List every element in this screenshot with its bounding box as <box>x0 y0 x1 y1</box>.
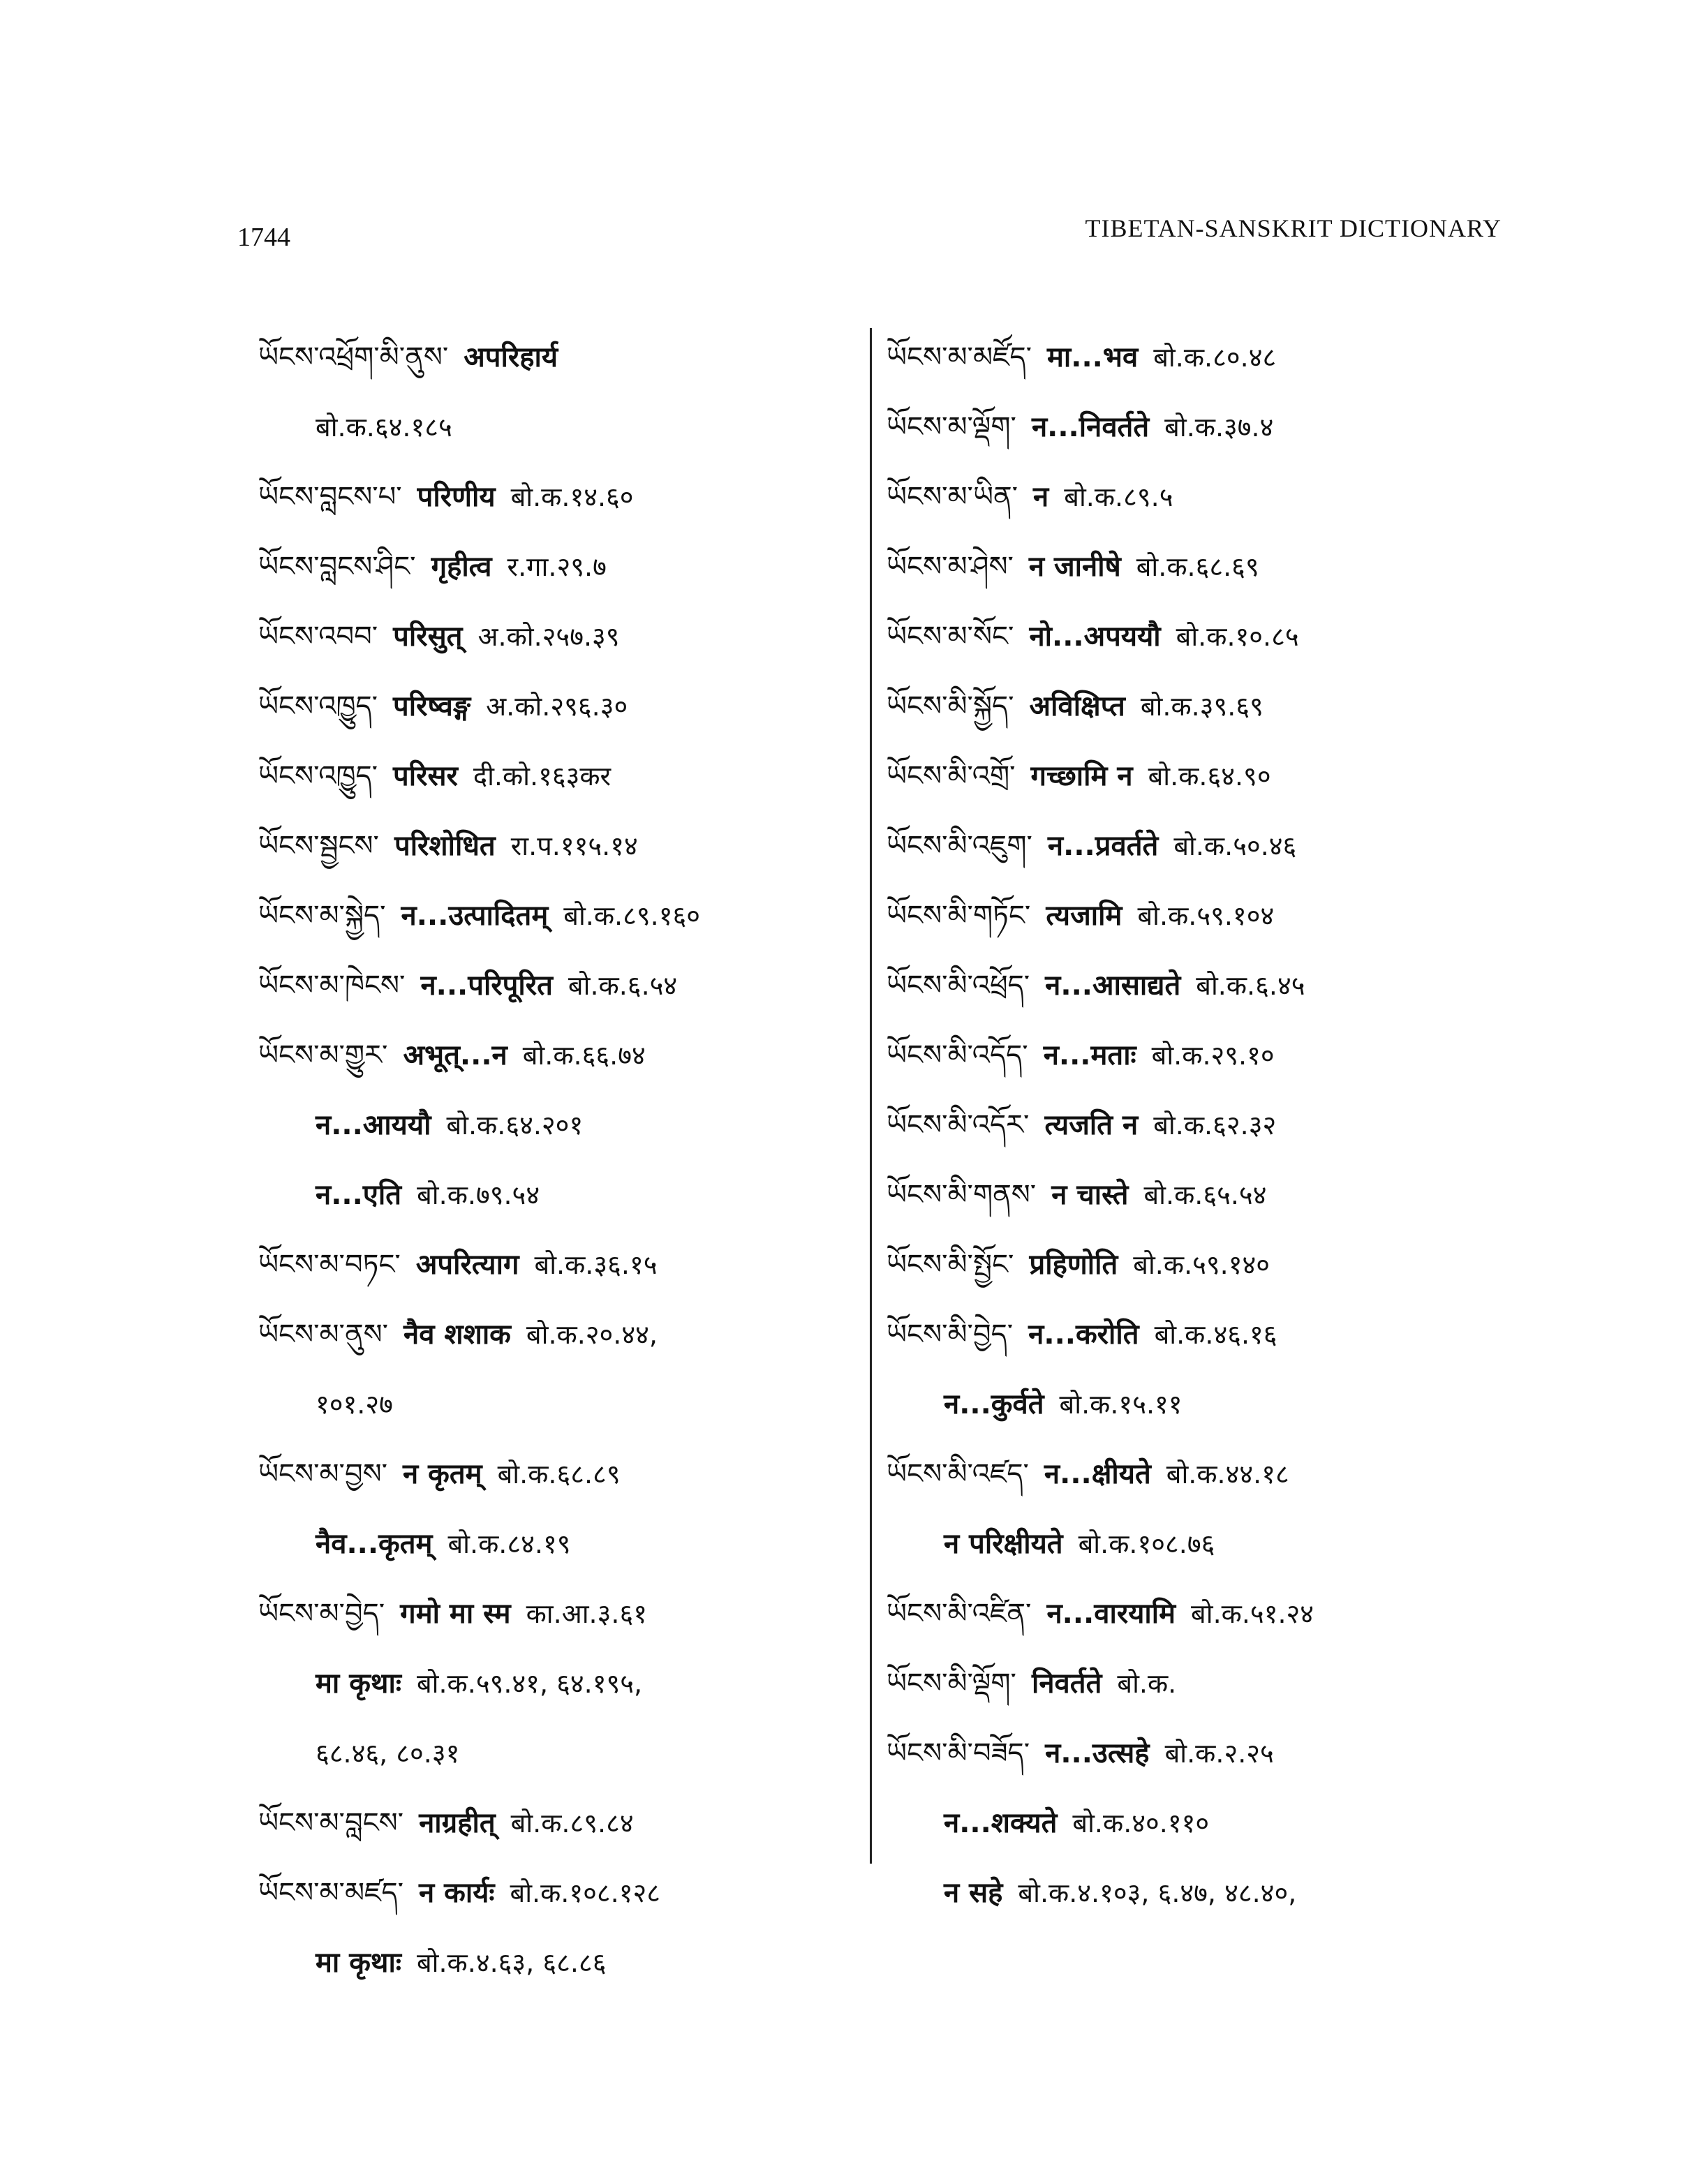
source-reference: बो.क.१०८.७६ <box>1078 1529 1215 1559</box>
dictionary-entry <box>258 1439 852 1509</box>
source-reference: बो.क.५९.४१, ६४.१९५, <box>416 1668 643 1699</box>
dictionary-entry <box>887 811 1515 881</box>
sanskrit-equivalent: न कार्यः <box>419 1877 495 1909</box>
dictionary-entry <box>258 881 852 951</box>
tibetan-headword: ཡོངས་བླངས་པ་ <box>258 481 402 513</box>
source-reference: अ.को.२५७.३९ <box>477 621 620 652</box>
source-reference: बो.क.६६.७४ <box>522 1040 646 1071</box>
entry-continuation <box>258 1090 852 1160</box>
sanskrit-equivalent: नैव शशाक <box>403 1318 511 1351</box>
sanskrit-equivalent: न...आययौ <box>316 1109 431 1141</box>
dictionary-entry <box>887 1230 1515 1300</box>
sanskrit-equivalent: न चास्ते <box>1051 1179 1129 1211</box>
source-reference: बो.क.४४.१८ <box>1166 1459 1289 1490</box>
tibetan-headword: ཡོངས་མ་མཛད་ <box>258 1877 403 1909</box>
tibetan-headword: ཡོངས་མ་བཏང་ <box>258 1249 401 1281</box>
sanskrit-equivalent: गच्छामि न <box>1030 760 1133 792</box>
tibetan-headword: ཡོངས་མི་འཛིན་ <box>887 1598 1032 1630</box>
source-reference: बो.क.६४.१८५ <box>316 412 452 443</box>
source-reference: बो.क.६४.२०१ <box>446 1110 584 1141</box>
sanskrit-equivalent: न...क्षीयते <box>1044 1458 1151 1490</box>
tibetan-headword: ཡོངས་མི་བཟོད་ <box>887 1737 1030 1769</box>
tibetan-headword: ཡོངས་མ་ཤེས་ <box>887 551 1014 583</box>
source-reference: बो.क.२०.४४, <box>526 1319 658 1350</box>
sanskrit-equivalent: न...वारयामि <box>1046 1598 1176 1630</box>
dictionary-entry <box>887 462 1515 532</box>
tibetan-headword: ཡོངས་མི་སྐྱོད་ <box>887 690 1014 722</box>
sanskrit-equivalent: न <box>1033 481 1049 513</box>
sanskrit-equivalent: निवर्तते <box>1031 1667 1102 1700</box>
source-reference: बो.क.५०.४६ <box>1173 831 1297 861</box>
page-number: 1744 <box>237 223 290 252</box>
source-reference: बो.क.५९.१४० <box>1133 1249 1270 1280</box>
sanskrit-equivalent: परिशोधित <box>394 830 496 862</box>
source-reference: बो.क.८०.४८ <box>1153 342 1277 373</box>
dictionary-entry <box>887 602 1515 671</box>
sanskrit-equivalent: परिसर <box>393 760 458 792</box>
source-reference: बो.क.२.२५ <box>1164 1738 1274 1769</box>
tibetan-headword: ཡོངས་འབབ་ <box>258 621 378 653</box>
sanskrit-equivalent: गृहीत्व <box>431 551 492 583</box>
sanskrit-equivalent: न जानीषे <box>1028 551 1121 583</box>
sanskrit-equivalent: न...परिपूरित <box>420 970 553 1002</box>
sanskrit-equivalent: मा कृथाः <box>316 1947 401 1979</box>
source-reference: १०१.२७ <box>316 1389 393 1420</box>
entry-continuation <box>887 1788 1515 1858</box>
source-reference: बो.क.७९.५४ <box>417 1180 540 1210</box>
source-reference: दी.को.१६३कर <box>473 761 611 792</box>
source-reference: बो.क.६८.८९ <box>497 1459 621 1490</box>
sanskrit-equivalent: अभूत्...न <box>403 1039 507 1071</box>
entry-continuation <box>258 1509 852 1579</box>
dictionary-entry <box>887 671 1515 741</box>
dictionary-entry <box>887 1160 1515 1230</box>
source-reference: बो.क.६.५४ <box>568 970 678 1001</box>
sanskrit-equivalent: मा...भव <box>1047 341 1139 373</box>
sanskrit-equivalent: त्यजामि <box>1046 900 1122 932</box>
tibetan-headword: ཡོངས་མི་འཛད་ <box>887 1458 1029 1490</box>
source-reference: बो.क.३९.६९ <box>1140 691 1263 722</box>
dictionary-entry <box>258 1858 852 1928</box>
dictionary-entry <box>258 1020 852 1090</box>
dictionary-entry <box>258 322 852 392</box>
tibetan-headword: ཡོངས་མ་ནུས་ <box>258 1318 389 1351</box>
source-reference: बो.क.६८.६९ <box>1136 551 1259 582</box>
sanskrit-equivalent: अपरिहार्य <box>464 341 558 373</box>
source-reference: बो.क.१०.८५ <box>1176 621 1299 652</box>
tibetan-headword: ཡོངས་མ་སོང་ <box>887 621 1014 653</box>
source-reference: बो.क.४६.१६ <box>1154 1319 1277 1350</box>
sanskrit-equivalent: नैव...कृतम् <box>316 1528 433 1560</box>
source-reference: बो.क.६.४५ <box>1196 970 1305 1001</box>
dictionary-entry <box>887 881 1515 951</box>
dictionary-entry <box>258 1579 852 1649</box>
source-reference: बो.क.८४.१९ <box>447 1529 571 1559</box>
running-head: TIBETAN-SANSKRIT DICTIONARY <box>1085 214 1502 242</box>
source-reference: बो.क.३७.४ <box>1164 412 1274 443</box>
dictionary-entry <box>887 1090 1515 1160</box>
tibetan-headword: ཡོངས་མ་ཁེངས་ <box>258 970 406 1002</box>
dictionary-entry <box>887 1020 1515 1090</box>
dictionary-entry <box>887 532 1515 602</box>
sanskrit-equivalent: न सहे <box>944 1877 1003 1909</box>
entry-continuation <box>258 1160 852 1230</box>
source-reference: बो.क.२९.१० <box>1151 1040 1275 1071</box>
source-reference: बो.क.६२.३२ <box>1153 1110 1277 1141</box>
tibetan-headword: ཡོངས་འཁྱུད་ <box>258 690 378 722</box>
sanskrit-equivalent: अपरित्याग <box>415 1249 519 1281</box>
dictionary-entry <box>258 1230 852 1300</box>
dictionary-entry <box>887 392 1515 462</box>
dictionary-entry <box>887 1439 1515 1509</box>
column-divider <box>870 328 872 1864</box>
source-reference: बो.क.४०.११० <box>1072 1808 1210 1838</box>
sanskrit-equivalent: न...प्रवर्तते <box>1047 830 1159 862</box>
tibetan-headword: ཡོངས་མི་འཇུག་ <box>887 830 1032 862</box>
entry-continuation <box>887 1509 1515 1579</box>
source-reference: का.आ.३.६१ <box>526 1598 647 1629</box>
entry-continuation <box>887 1858 1515 1928</box>
sanskrit-equivalent: नाग्रहीत् <box>419 1807 496 1839</box>
entry-continuation <box>258 1718 852 1788</box>
source-reference: बो.क.५९.१०४ <box>1137 900 1275 931</box>
source-reference: बो.क.५१.२४ <box>1191 1598 1314 1629</box>
tibetan-headword: ཡོངས་མི་གནས་ <box>887 1179 1037 1211</box>
source-reference: बो.क.१४.६० <box>510 482 634 512</box>
source-reference: बो.क.३६.१५ <box>534 1249 658 1280</box>
tibetan-headword: ཡོངས་མི་འགྲོ་ <box>887 760 1016 792</box>
tibetan-headword: ཡོངས་སྦྱངས་ <box>258 830 379 862</box>
tibetan-headword: ཡོངས་མི་འདོད་ <box>887 1039 1028 1071</box>
source-reference: ६८.४६, ८०.३१ <box>316 1738 460 1769</box>
tibetan-headword: ཡོངས་མ་བླངས་ <box>258 1807 404 1839</box>
entry-continuation <box>258 392 852 462</box>
sanskrit-equivalent: परिणीय <box>417 481 496 513</box>
source-reference: बो.क.१५.११ <box>1059 1389 1183 1420</box>
tibetan-headword: ཡོངས་མི་སྤྱོང་ <box>887 1249 1014 1281</box>
sanskrit-equivalent: त्यजति न <box>1044 1109 1139 1141</box>
source-reference: अ.को.२९६.३० <box>486 691 628 722</box>
sanskrit-equivalent: मा कृथाः <box>316 1667 401 1700</box>
dictionary-entry <box>258 1300 852 1369</box>
dictionary-entry <box>887 1718 1515 1788</box>
dictionary-entry <box>887 322 1515 392</box>
tibetan-headword: ཡོངས་མ་གྱུར་ <box>258 1039 388 1071</box>
tibetan-headword: ཡོངས་མ་ལྡོག་ <box>887 411 1016 443</box>
sanskrit-equivalent: न...आसाद्यते <box>1045 970 1181 1002</box>
dictionary-entry <box>258 671 852 741</box>
sanskrit-equivalent: न...निवर्तते <box>1031 411 1150 443</box>
entry-continuation <box>887 1369 1515 1439</box>
tibetan-headword: ཡོངས་མ་མཛོད་ <box>887 341 1032 373</box>
sanskrit-equivalent: न...कुर्वते <box>944 1388 1044 1420</box>
source-reference: बो.क.६५.५४ <box>1143 1180 1267 1210</box>
dictionary-entry <box>887 1579 1515 1649</box>
sanskrit-equivalent: न...शक्यते <box>944 1807 1058 1839</box>
sanskrit-equivalent: न...उत्सहे <box>1045 1737 1150 1769</box>
sanskrit-equivalent: अविक्षिप्त <box>1029 690 1125 722</box>
sanskrit-equivalent: प्रहिणोति <box>1029 1249 1118 1281</box>
tibetan-headword: ཡོངས་མ་བྱས་ <box>258 1458 387 1490</box>
tibetan-headword: ཡོངས་མི་འཕྲོད་ <box>887 970 1030 1002</box>
dictionary-entry <box>258 811 852 881</box>
left-column <box>258 322 852 1998</box>
tibetan-headword: ཡོངས་མི་འདོར་ <box>887 1109 1030 1141</box>
sanskrit-equivalent: परिष्वङ्ग <box>393 690 471 722</box>
tibetan-headword: ཡོངས་མ་ཡིན་ <box>887 481 1018 513</box>
sanskrit-equivalent: न...एति <box>316 1179 402 1211</box>
tibetan-headword: ཡོངས་བླངས་ཤིང་ <box>258 551 416 583</box>
source-reference: बो.क.८९.१६० <box>563 900 701 931</box>
tibetan-headword: ཡོངས་མི་ལྡོག་ <box>887 1667 1016 1700</box>
source-reference: बो.क.१०८.१२८ <box>510 1878 661 1908</box>
dictionary-entry <box>887 1649 1515 1718</box>
dictionary-entry <box>887 951 1515 1020</box>
sanskrit-equivalent: न...करोति <box>1028 1318 1139 1351</box>
source-reference: बो.क.६४.९० <box>1148 761 1271 792</box>
sanskrit-equivalent: न...उत्पादितम् <box>401 900 549 932</box>
tibetan-headword: ཡོངས་འཕྲོག་མི་ནུས་ <box>258 341 449 373</box>
source-reference: रा.प.११५.१४ <box>510 831 638 861</box>
source-reference: बो.क.४.१०३, ६.४७, ४८.४०, <box>1018 1878 1297 1908</box>
dictionary-entry <box>258 602 852 671</box>
entry-continuation <box>258 1928 852 1998</box>
entry-continuation <box>258 1649 852 1718</box>
source-reference: बो.क. <box>1117 1668 1177 1699</box>
tibetan-headword: ཡོངས་མི་བྱེད་ <box>887 1318 1014 1351</box>
sanskrit-equivalent: परिसुत् <box>393 621 463 653</box>
sanskrit-equivalent: न परिक्षीयते <box>944 1528 1063 1560</box>
dictionary-entry <box>258 1788 852 1858</box>
tibetan-headword: ཡོངས་མ་བྱེད་ <box>258 1598 385 1630</box>
source-reference: बो.क.८९.८४ <box>510 1808 634 1838</box>
dictionary-entry <box>258 462 852 532</box>
dictionary-entry <box>887 1300 1515 1369</box>
right-column <box>887 322 1515 1928</box>
entry-continuation <box>258 1369 852 1439</box>
source-reference: बो.क.४.६३, ६८.८६ <box>416 1947 607 1978</box>
source-reference: बो.क.८९.५ <box>1064 482 1173 512</box>
dictionary-entry <box>258 951 852 1020</box>
tibetan-headword: ཡོངས་མ་སྐྱེད་ <box>258 900 386 932</box>
dictionary-entry <box>258 741 852 811</box>
dictionary-entry <box>258 532 852 602</box>
sanskrit-equivalent: गमो मा स्म <box>400 1598 511 1630</box>
sanskrit-equivalent: नो...अपययौ <box>1029 621 1161 653</box>
dictionary-entry <box>887 741 1515 811</box>
sanskrit-equivalent: न कृतम् <box>403 1458 482 1490</box>
source-reference: र.गा.२९.७ <box>507 551 607 582</box>
tibetan-headword: ཡོངས་མི་གཏོང་ <box>887 900 1031 932</box>
sanskrit-equivalent: न...मताः <box>1043 1039 1136 1071</box>
tibetan-headword: ཡོངས་འཁྱུད་ <box>258 760 378 792</box>
